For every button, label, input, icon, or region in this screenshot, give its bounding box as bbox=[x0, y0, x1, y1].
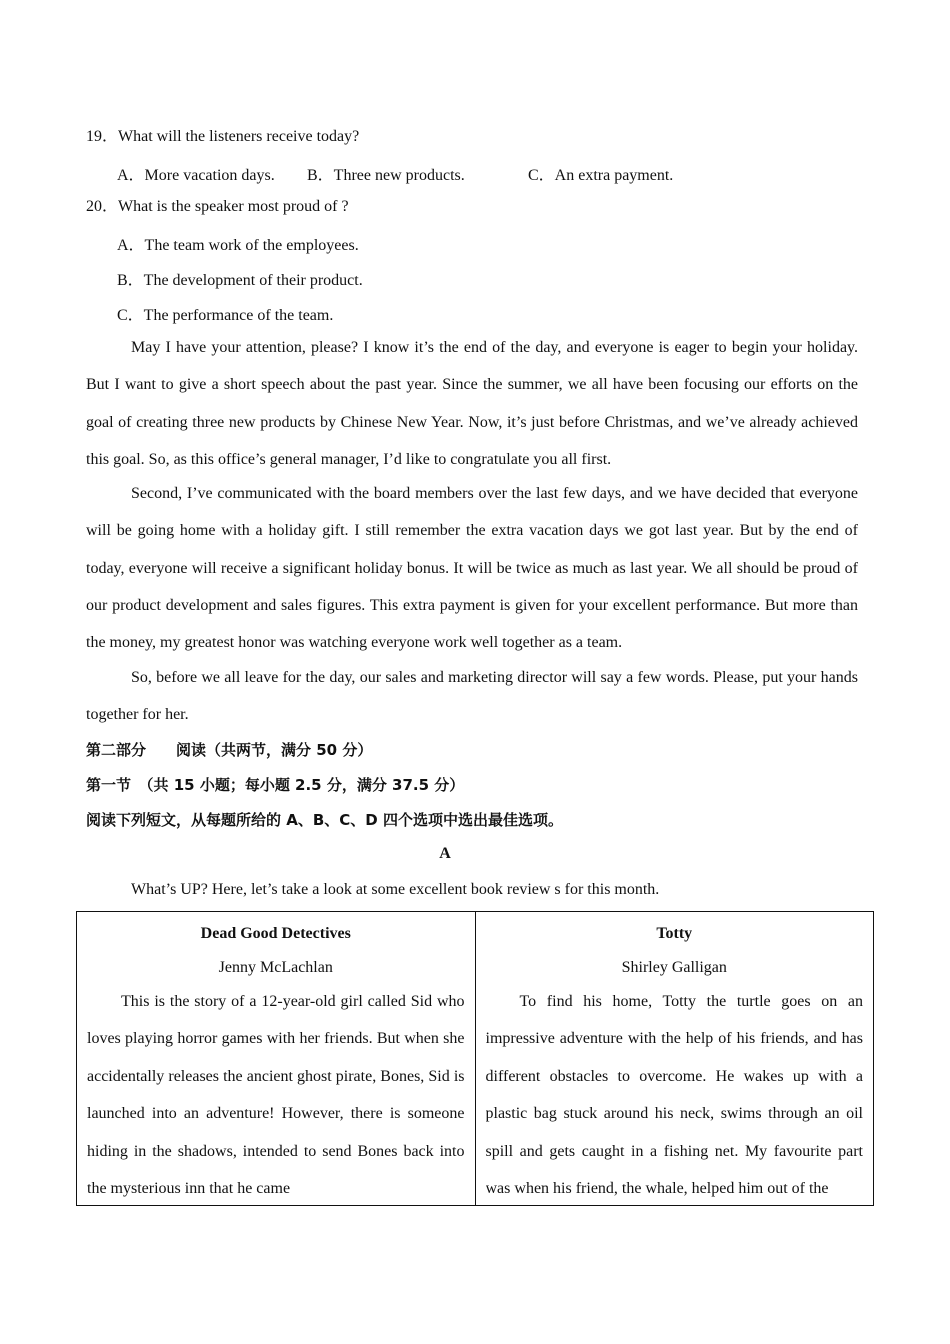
review-body: To find his home, Totty the turtle goes on an impressive adventure with the help of his friends, and has different obstacles to overcome. He wakes up with a plastic bag stuck around his neck, swims through an oil spill and gets caught in a fishing net. My favourite part was when his friend, the whale, helped him out of the bbox=[485, 993, 863, 1198]
question-20-option-a: A．The team work of the employees. bbox=[117, 237, 359, 254]
question-19-stem: 19．What will the listeners receive today? bbox=[86, 128, 360, 145]
review-author: Shirley Galligan bbox=[621, 959, 727, 976]
book-review-table bbox=[76, 911, 874, 1206]
transcript-paragraph-2: Second, I’ve communicated with the board members over the last few days, and we have decided that everyone will be going home with a holiday gift. I still remember the extra vacation days we got last year. But by the end of today, everyone will receive a significant holiday bonus. It will be twice as much as last year. We all should be proud of our product development and sales figures. This extra payment is given for your excellent performance. But more than the money, my greatest honor was watching everyone work well together as a team. bbox=[86, 485, 858, 652]
transcript-paragraph-1: May I have your attention, please? I know it’s the end of the day, and everyone is eager to begin your holiday. But I want to give a short speech about the past year. Since the summer, we all have been focusing our efforts on the goal of creating three new products by Chinese New Year. Now, it’s just before Christmas, and we’ve already achieved this goal. So, as this office’s general manager, I’d like to congratulate you all first. bbox=[86, 339, 858, 468]
review-author: Jenny McLachlan bbox=[218, 959, 333, 976]
question-19-option-b: B．Three new products. bbox=[307, 167, 465, 184]
transcript-paragraph-3: So, before we all leave for the day, our sales and marketing director will say a few words. Please, put your hands together for her. bbox=[86, 669, 858, 724]
review-title: Dead Good Detectives bbox=[200, 925, 351, 942]
question-20-stem: 20．What is the speaker most proud of ? bbox=[86, 198, 349, 215]
question-20-option-c: C．The performance of the team. bbox=[117, 307, 334, 324]
question-19-option-a: A．More vacation days. bbox=[117, 167, 275, 184]
review-title: Totty bbox=[656, 925, 693, 942]
question-20-option-b: B．The development of their product. bbox=[117, 272, 363, 289]
section-one-heading: 第一节 （共 15 小题；每小题 2.5 分，满分 37.5 分） bbox=[86, 776, 465, 794]
review-body: This is the story of a 12-year-old girl called Sid who loves playing horror games with her friends. But when she accidentally releases the ancient ghost pirate, Bones, Sid is launched into an adventure! However, there is someone hiding in the shadows, intended to send Bones back into the mysterious inn that he came bbox=[87, 993, 465, 1198]
part-two-heading: 第二部分 阅读（共两节，满分 50 分） bbox=[86, 741, 373, 759]
reading-instruction: 阅读下列短文，从每题所给的 A、B、C、D 四个选项中选出最佳选项。 bbox=[86, 811, 563, 829]
passage-intro: What’s UP? Here, let’s take a look at some excellent book review s for this month. bbox=[131, 881, 660, 898]
question-19-option-c: C．An extra payment. bbox=[528, 167, 674, 184]
review-cell-2 bbox=[475, 912, 874, 1206]
review-cell-1 bbox=[77, 912, 476, 1206]
passage-label: A bbox=[439, 845, 451, 862]
